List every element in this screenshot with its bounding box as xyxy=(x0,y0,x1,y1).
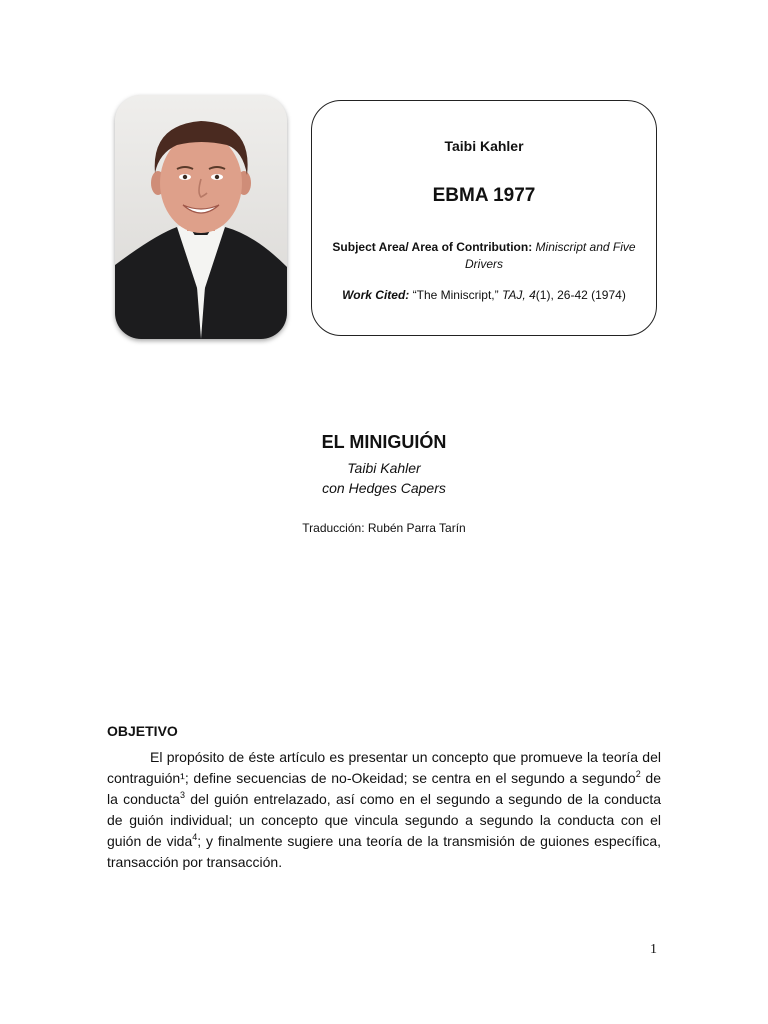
footnote-marker: 2 xyxy=(635,769,641,779)
subject-area-label: Subject Area xyxy=(332,240,406,254)
award-recipient-name: Taibi Kahler xyxy=(444,138,524,154)
subject-area xyxy=(332,239,636,273)
paragraph-text: ; y finalmente sugiere una teoría de la transmisión de guiones específica, transacción por transacción. xyxy=(107,833,661,870)
paragraph-text: del guión entrelazado, así como en el segundo a segundo de la conducta de guión individual; un concepto que vincula segundo a segundo la conducta con el guión de vida xyxy=(107,791,661,849)
page-number: 1 xyxy=(650,942,657,957)
paragraph-text: El propósito de éste artículo es presentar un concepto que promueve la teoría del contraguión xyxy=(107,749,661,786)
work-cited-title: “The Miniscript,” xyxy=(412,288,499,302)
paragraph-text: ; define secuencias de no-Okeidad; se centra en el segundo a segundo xyxy=(184,770,636,786)
author-portrait-image xyxy=(115,95,287,339)
paragraph-text: ¹ xyxy=(180,770,185,786)
section-heading: OBJETIVO xyxy=(107,723,178,739)
award-title: EBMA 1977 xyxy=(432,185,536,206)
paragraph-text: de la conducta xyxy=(107,770,661,807)
work-cited xyxy=(322,288,646,302)
article-title: EL MINIGUIÓN xyxy=(321,432,447,452)
subject-area-label-rest: / Area of Contribution: xyxy=(405,240,533,254)
article-author: Taibi Kahler xyxy=(347,460,421,476)
footnote-marker: 4 xyxy=(192,832,198,842)
subject-area-value: Miniscript and Five Drivers xyxy=(465,240,636,271)
work-cited-journal: TAJ, 4 xyxy=(501,288,536,302)
author-photo xyxy=(115,95,287,339)
translation-credit: Traducción: Rubén Parra Tarín xyxy=(302,521,466,535)
footnote-marker: 3 xyxy=(179,790,185,800)
article-coauthor: con Hedges Capers xyxy=(322,480,446,496)
body-paragraph xyxy=(107,747,661,873)
work-cited-label: Work Cited: xyxy=(342,288,410,302)
award-info-box xyxy=(311,100,657,336)
work-cited-details: (1), 26-42 (1974) xyxy=(535,288,626,302)
